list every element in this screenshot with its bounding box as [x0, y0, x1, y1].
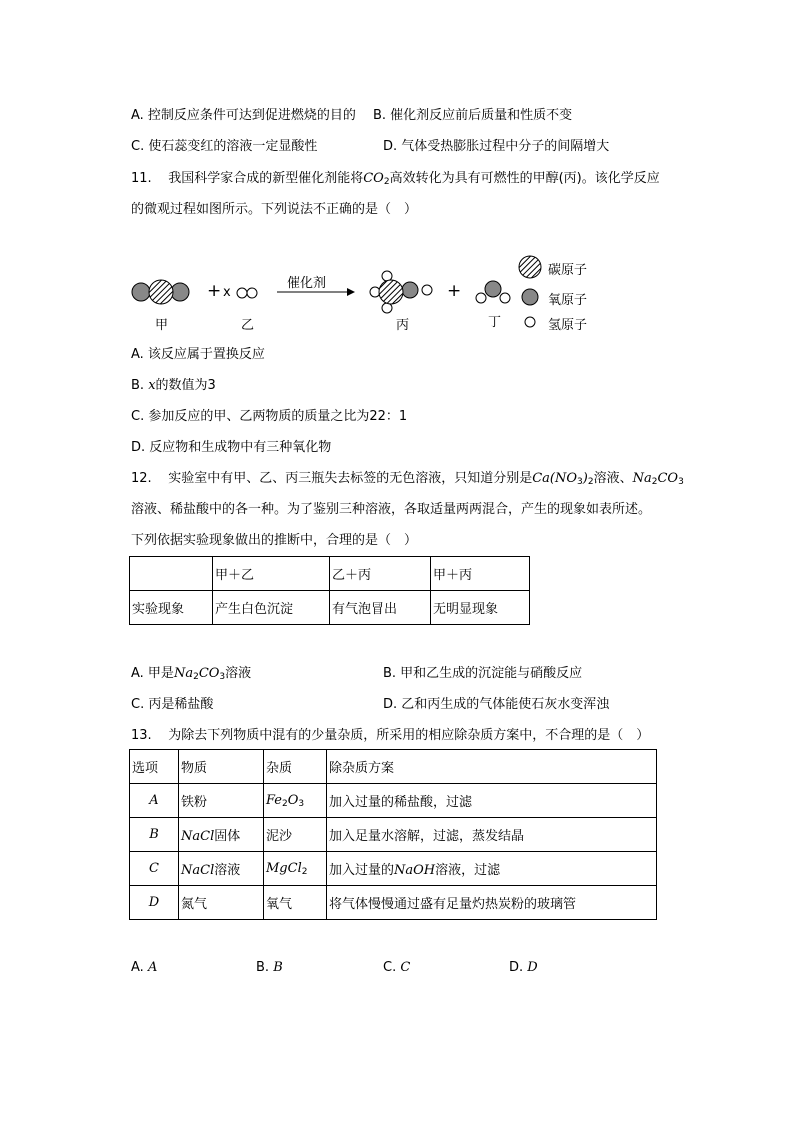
legend — [519, 256, 541, 327]
q13-number: 13. — [131, 728, 152, 743]
option-letter: D — [527, 960, 538, 975]
table-cell: 有气泡冒出 — [330, 591, 431, 625]
q11-stem-a: 我国科学家合成的新型催化剂能将 — [168, 171, 364, 186]
q12-stem — [131, 467, 684, 487]
q12-stem-line2: 溶液、稀盐酸中的各一种。为了鉴别三种溶液，各取适量两两混合，产生的现象如表所述。 — [131, 502, 652, 517]
formula: O — [287, 792, 299, 808]
q12-table — [129, 556, 530, 625]
q11-option-b — [131, 374, 216, 393]
co2-formula: CO — [363, 171, 384, 186]
formula: NaCl — [181, 829, 215, 844]
option-prefix: D. — [509, 960, 528, 975]
q12-option-a-prefix: A. 甲是 — [131, 666, 174, 681]
q13-option-c — [383, 960, 410, 975]
q11-stem-line2: 的微观过程如图所示。下列说法不正确的是（ ） — [131, 202, 418, 217]
plus-2: + — [447, 281, 462, 301]
table-cell: 甲＋乙 — [213, 557, 330, 591]
table-cell: 泥沙 — [264, 818, 327, 852]
q12-option-a-formula: Na — [173, 666, 194, 681]
table-cell: C — [130, 852, 179, 886]
formula-sub: 3 — [298, 798, 305, 809]
plus-1: + — [207, 281, 222, 301]
table-cell — [264, 852, 327, 886]
formula-sub: 2 — [282, 798, 288, 809]
table-cell — [179, 852, 264, 886]
coefficient-x: x — [223, 285, 231, 300]
table-cell: 加入足量水溶解，过滤，蒸发结晶 — [327, 818, 657, 852]
table-cell: 杂质 — [264, 750, 327, 784]
label-jia: 甲 — [155, 318, 169, 333]
q11-option-a: A. 该反应属于置换反应 — [131, 347, 265, 362]
q11-stem-b: 高效转化为具有可燃性的甲醇(丙)。该化学反应 — [389, 171, 660, 186]
q12-option-a-text: 溶液 — [225, 666, 252, 681]
q12-stem-line3: 下列依据实验现象做出的推断中，合理的是（ ） — [131, 533, 418, 548]
formula-ca-no3: Ca(NO — [532, 471, 578, 486]
formula: NaOH — [394, 863, 436, 878]
table-cell: 甲＋丙 — [431, 557, 530, 591]
table-cell: D — [130, 886, 179, 920]
q13-table-row — [130, 852, 657, 886]
table-cell: B — [130, 818, 179, 852]
q10-option-a: A. 控制反应条件可达到促进燃烧的目的 — [131, 108, 356, 123]
formula: NaCl — [181, 863, 215, 878]
label-ding: 丁 — [488, 315, 502, 330]
formula2-sub2: 3 — [678, 477, 684, 487]
legend-oxygen-icon — [522, 289, 538, 305]
methanol-molecule — [370, 271, 432, 313]
q11-option-b-prefix: B. — [131, 378, 149, 393]
q12-table-header — [130, 557, 530, 591]
table-cell — [130, 557, 213, 591]
table-cell: A — [130, 784, 179, 818]
option-prefix: A. — [131, 960, 148, 975]
q11-option-c: C. 参加反应的甲、乙两物质的质量之比为22：1 — [131, 409, 408, 424]
formula2-end: CO — [657, 471, 679, 486]
q13-option-b — [256, 960, 283, 975]
q11-option-b-text: 的数值为3 — [155, 378, 216, 393]
table-cell: 选项 — [130, 750, 179, 784]
q10-option-d: D. 气体受热膨胀过程中分子的间隔增大 — [383, 139, 610, 154]
formula2-sub: 2 — [651, 477, 658, 487]
formula1-sub: 3 — [577, 477, 583, 487]
q11-number: 11. — [131, 171, 152, 186]
q12-option-a-sub2: 3 — [219, 672, 226, 682]
option-letter: A — [147, 960, 158, 975]
option-letter: B — [273, 960, 283, 975]
table-cell: 氧气 — [264, 886, 327, 920]
q10-option-c: C. 使石蕊变红的溶液一定显酸性 — [131, 139, 318, 154]
q11-option-b-var: x — [148, 378, 156, 393]
legend-hydrogen-icon — [525, 317, 535, 327]
option-letter: C — [400, 960, 411, 975]
q12-stem-b: 溶液、 — [593, 471, 633, 486]
table-cell — [179, 818, 264, 852]
formula: MgCl — [266, 860, 302, 876]
co2-subscript: 2 — [383, 177, 390, 187]
q13-table-row — [130, 818, 657, 852]
q13-option-d — [509, 960, 538, 975]
co2-molecule — [132, 280, 189, 304]
formula: Fe — [266, 792, 283, 808]
legend-hydrogen-label: 氢原子 — [548, 318, 588, 333]
legend-carbon-icon — [519, 256, 541, 278]
q13-table — [129, 749, 657, 920]
table-cell: 将气体慢慢通过盛有足量灼热炭粉的玻璃管 — [327, 886, 657, 920]
formula-na2co3: Na — [632, 471, 652, 486]
cell-text: 溶液 — [214, 863, 241, 878]
table-cell: 物质 — [179, 750, 264, 784]
table-cell: 加入过量的稀盐酸，过滤 — [327, 784, 657, 818]
water-molecule — [476, 281, 510, 303]
table-cell: 除杂质方案 — [327, 750, 657, 784]
q13-table-row — [130, 886, 657, 920]
q12-number: 12. — [131, 471, 152, 486]
q12-option-a-sub: 2 — [193, 672, 199, 682]
q12-stem-a: 实验室中有甲、乙、丙三瓶失去标签的无色溶液，只知道分别是 — [168, 471, 533, 486]
option-prefix: C. — [383, 960, 401, 975]
q12-option-d: D. 乙和丙生成的气体能使石灰水变浑浊 — [383, 697, 610, 712]
table-cell: 无明显现象 — [431, 591, 530, 625]
q13-table-row — [130, 784, 657, 818]
q11-stem — [131, 167, 660, 187]
legend-carbon-label: 碳原子 — [548, 263, 588, 278]
q12-table-row — [130, 591, 530, 625]
q12-option-b: B. 甲和乙生成的沉淀能与硝酸反应 — [383, 666, 583, 681]
h2-molecule — [237, 288, 257, 298]
table-cell — [264, 784, 327, 818]
q13-table-header — [130, 750, 657, 784]
q10-option-b: B. 催化剂反应前后质量和性质不变 — [373, 108, 573, 123]
label-yi: 乙 — [241, 318, 255, 333]
legend-oxygen-label: 氧原子 — [548, 293, 588, 308]
q13-stem-text: 为除去下列物质中混有的少量杂质，所采用的相应除杂质方案中，不合理的是（ ） — [168, 728, 650, 743]
q13-stem — [131, 724, 649, 743]
label-bing: 丙 — [396, 318, 410, 333]
q11-option-d: D. 反应物和生成物中有三种氧化物 — [131, 440, 332, 455]
table-cell: 氮气 — [179, 886, 264, 920]
table-cell: 铁粉 — [179, 784, 264, 818]
reaction-diagram — [125, 248, 625, 342]
table-cell — [327, 852, 657, 886]
formula-sub: 2 — [301, 866, 308, 877]
catalyst-label: 催化剂 — [287, 276, 327, 291]
formula1-end: ) — [582, 471, 588, 486]
table-cell: 乙＋丙 — [330, 557, 431, 591]
table-cell: 实验现象 — [130, 591, 213, 625]
formula1-sub2: 2 — [587, 477, 594, 487]
table-cell: 产生白色沉淀 — [213, 591, 330, 625]
q12-option-c: C. 丙是稀盐酸 — [131, 697, 214, 712]
q13-option-a — [131, 960, 157, 975]
q12-option-a-formula2: CO — [198, 666, 220, 681]
cell-text: 溶液，过滤 — [435, 863, 501, 878]
q12-option-a — [131, 662, 251, 682]
arrow-head-icon — [347, 288, 355, 296]
option-prefix: B. — [256, 960, 274, 975]
cell-text: 加入过量的 — [329, 863, 395, 878]
cell-text: 固体 — [214, 829, 241, 844]
